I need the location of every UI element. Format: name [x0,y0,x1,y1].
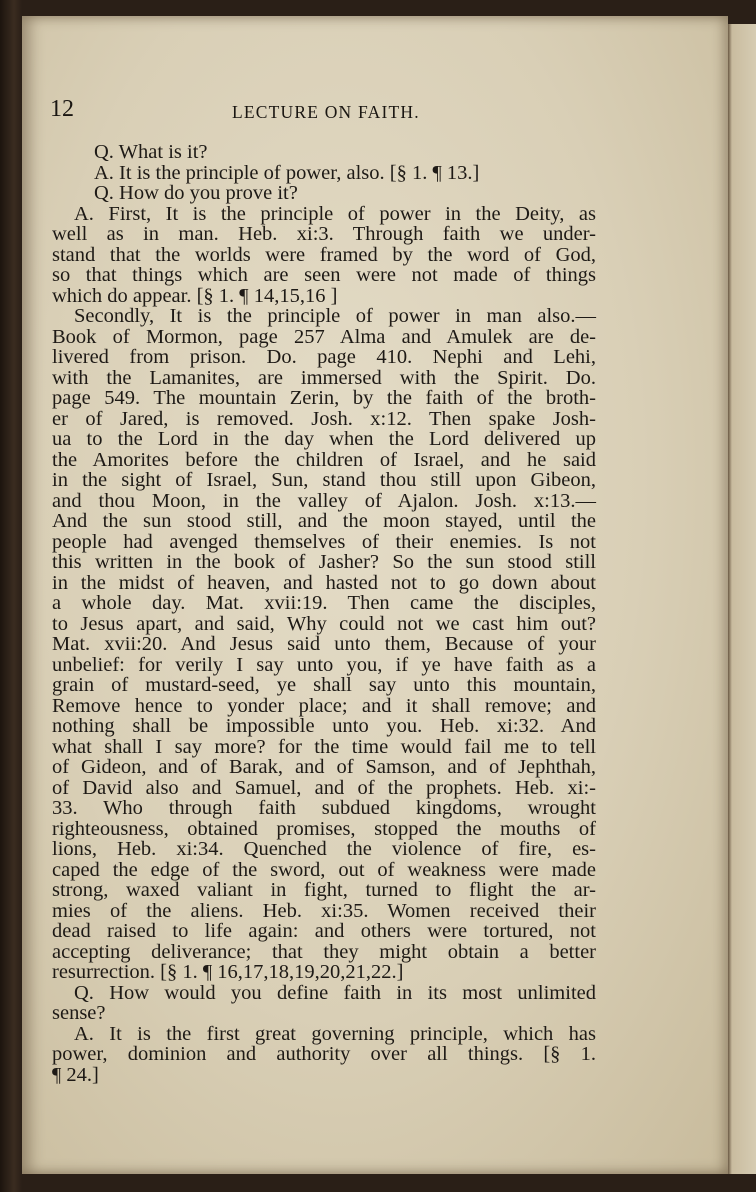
text-line: Q. How do you prove it? [94,182,298,204]
text-line: a whole day. Mat. xvii:19. Then came the disciples, [52,592,596,614]
text-line: with the Lamanites, are immersed with the Spirit. Do. [52,366,596,389]
text-line: Mat. xvii:20. And Jesus said unto them, Because of your [52,633,596,655]
body-text [52,142,596,1085]
text-line: Remove hence to yonder place; and it shall remove; and [52,694,596,717]
text-line: A. It is the first great governing principle, which has [74,1022,596,1045]
text-line: in the midst of heaven, and hasted not to go down about [52,571,596,594]
text-line: power, dominion and authority over all things. [§ 1. [52,1043,596,1065]
text-line: And the sun stood still, and the moon stayed, until the [52,510,596,532]
text-line: accepting deliverance; that they might obtain a better [52,940,596,963]
text-line: A. It is the principle of power, also. [§ 1. ¶ 13.] [94,161,480,184]
text-line: livered from prison. Do. page 410. Nephi and Lehi, [52,346,596,368]
text-line: in the sight of Israel, Sun, stand thou still upon Gibeon, [52,469,596,491]
text-line: caped the edge of the sword, out of weakness were made [52,858,596,881]
text-line: 33. Who through faith subdued kingdoms, wrought [52,797,596,819]
text-line: so that things which are seen were not made of things [52,264,596,286]
text-line: to Jesus apart, and said, Why could not we cast him out? [52,612,596,635]
text-line: sense? [52,1002,106,1024]
page-number: 12 [50,96,74,122]
text-line: ua to the Lord in the day when the Lord delivered up [52,428,596,450]
text-line: of David also and Samuel, and of the prophets. Heb. xi:- [52,776,596,799]
text-line: this written in the book of Jasher? So the sun stood still [52,551,596,573]
text-line: Q. What is it? [94,141,208,163]
text-line: righteousness, obtained promises, stopped the mouths of [52,817,596,840]
text-line: strong, waxed valiant in fight, turned to flight the ar- [52,879,596,901]
text-line: stand that the worlds were framed by the word of God, [52,243,596,266]
text-line: Secondly, It is the principle of power in man also.— [74,305,596,327]
running-head: LECTURE ON FAITH. [232,102,420,122]
facing-page-edge [728,24,756,1174]
text-line: what shall I say more? for the time would fail me to tell [52,735,596,758]
text-line: lions, Heb. xi:34. Quenched the violence of fire, es- [52,838,596,860]
text-line: of Gideon, and of Barak, and of Samson, and of Jephthah, [52,756,596,778]
text-line: people had avenged themselves of their enemies. Is not [52,530,596,553]
text-line: page 549. The mountain Zerin, by the faith of the broth- [52,387,596,409]
text-line: A. First, It is the principle of power in the Deity, as [74,202,596,225]
text-line: mies of the aliens. Heb. xi:35. Women received their [52,899,596,922]
text-line: er of Jared, is removed. Josh. x:12. Then spake Josh- [52,407,596,430]
text-line: grain of mustard-seed, ye shall say unto this mountain, [52,674,596,696]
text-line: Q. How would you define faith in its most unlimited [74,981,596,1004]
text-line: resurrection. [§ 1. ¶ 16,17,18,19,20,21,22.] [52,961,404,983]
text-line: dead raised to life again: and others were tortured, not [52,920,596,942]
text-line: and thou Moon, in the valley of Ajalon. Josh. x:13.— [52,489,596,512]
text-line: unbelief: for verily I say unto you, if ye have faith as a [52,653,596,676]
text-line: Book of Mormon, page 257 Alma and Amulek are de- [52,325,596,348]
text-line: nothing shall be impossible unto you. Heb. xi:32. And [52,715,596,737]
text-line: which do appear. [§ 1. ¶ 14,15,16 ] [52,284,338,307]
text-line: ¶ 24.] [52,1063,99,1086]
text-line: the Amorites before the children of Israel, and he said [52,448,596,471]
text-line: well as in man. Heb. xi:3. Through faith we under- [52,223,596,245]
